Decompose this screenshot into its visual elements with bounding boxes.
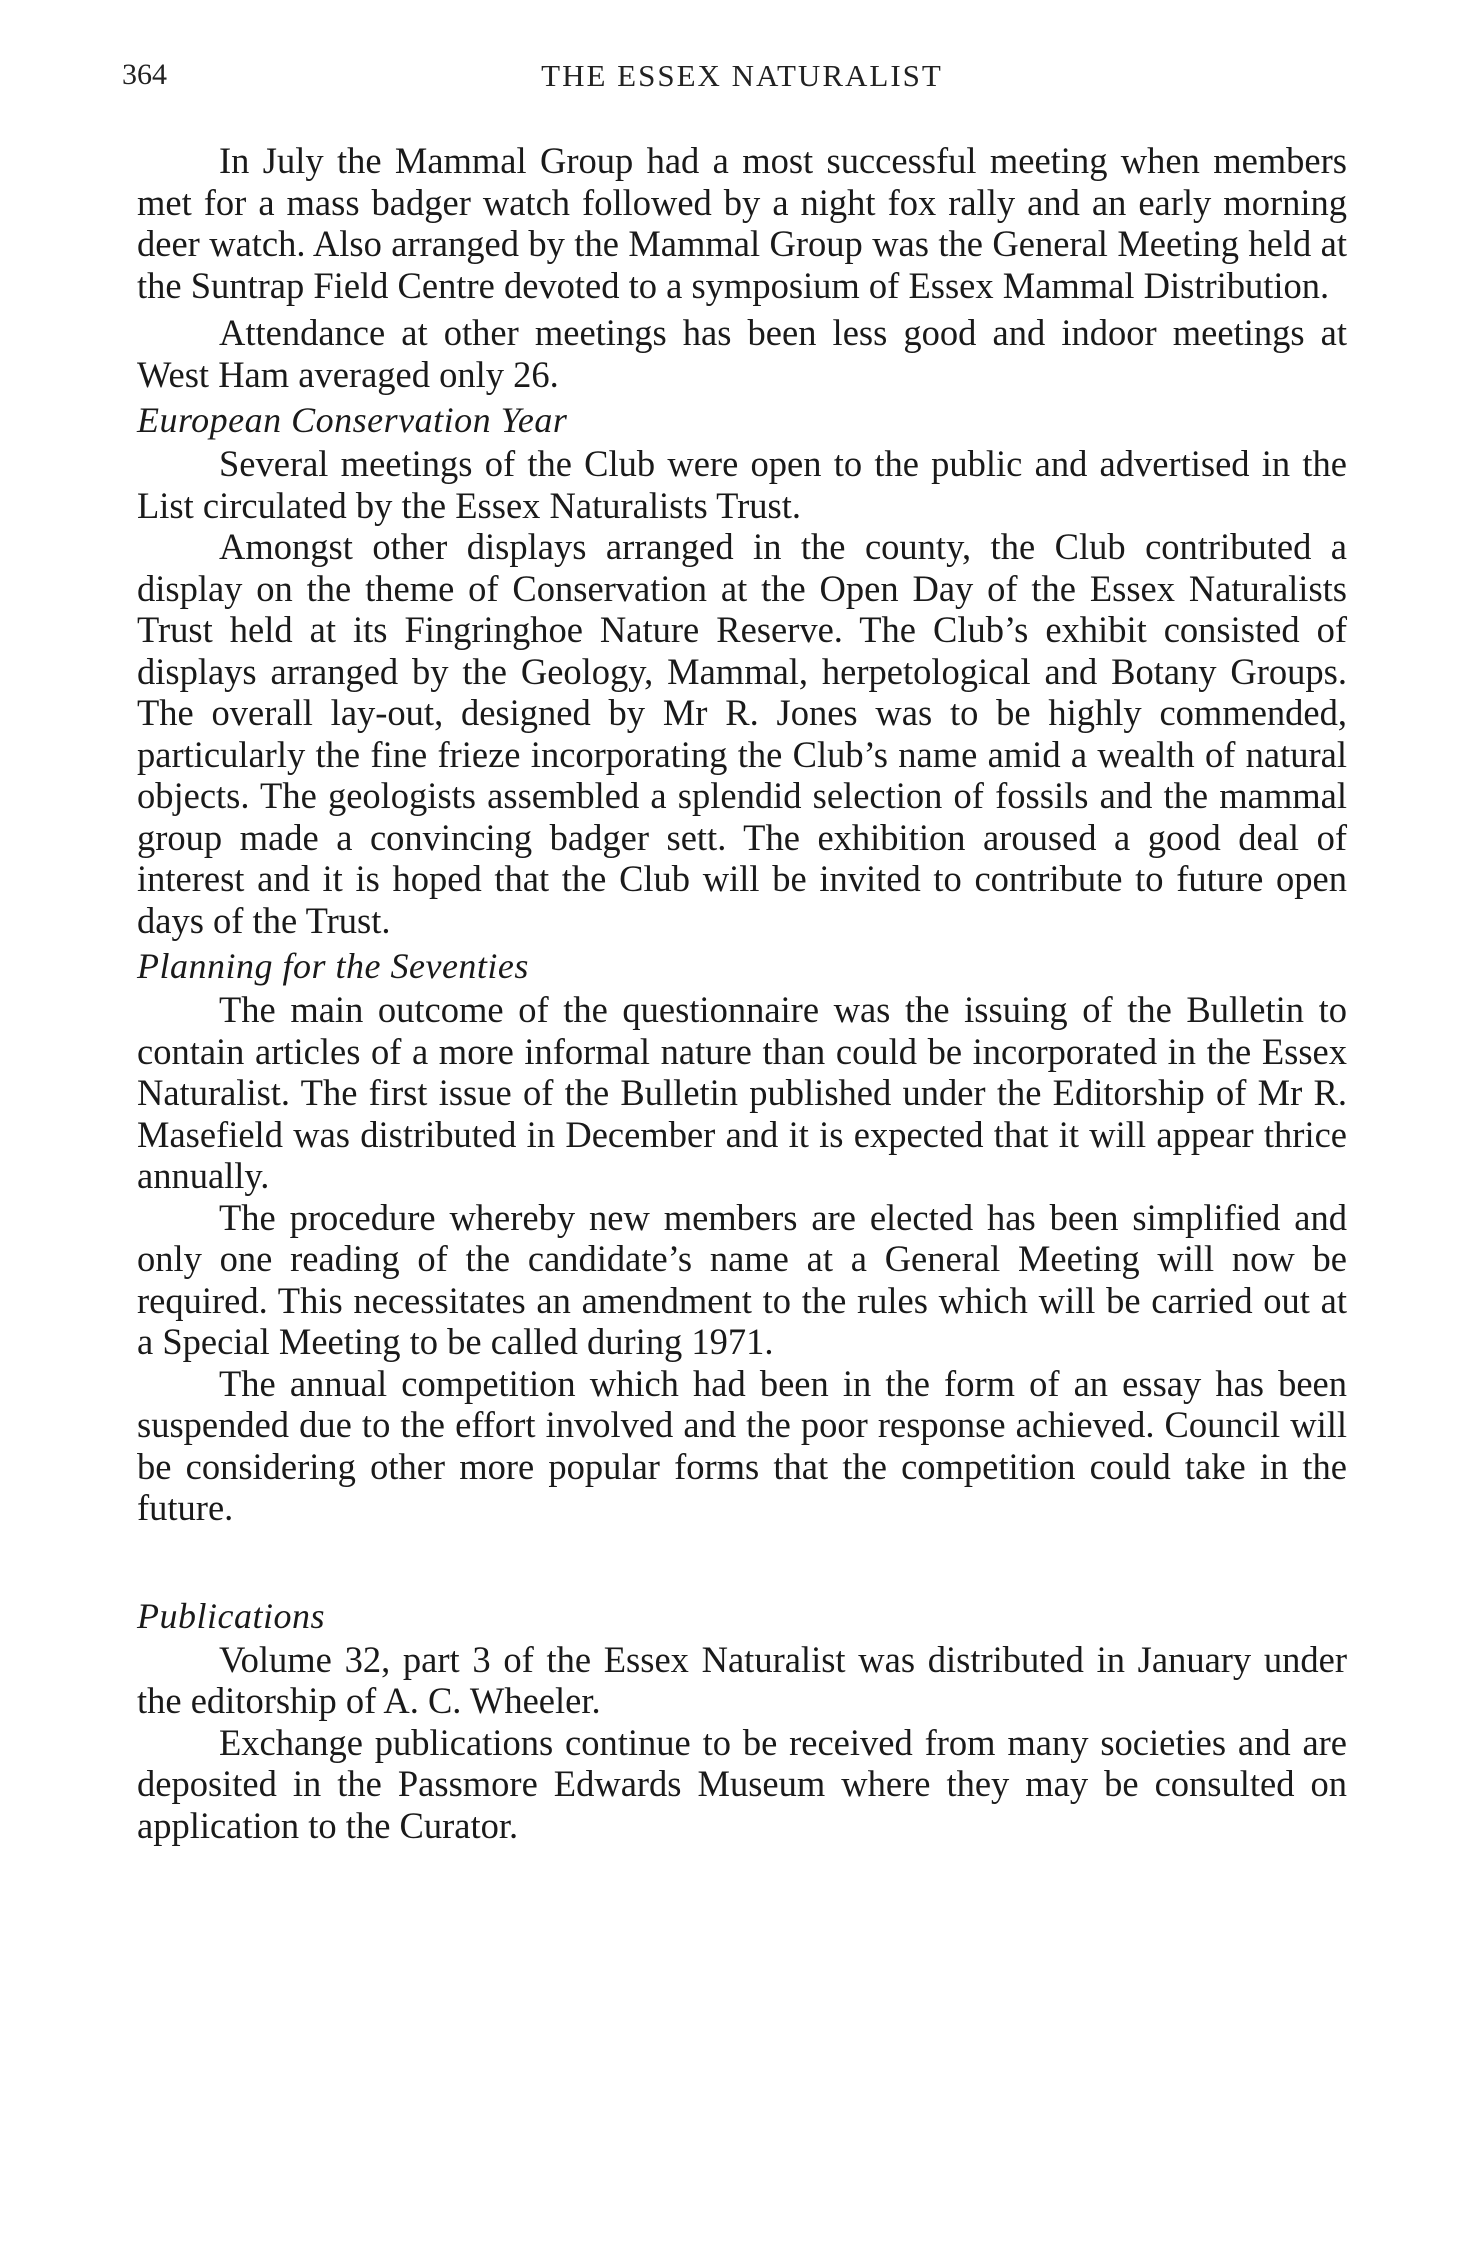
paragraph-conservation-meetings: Several meetings of the Club were open to the public and advertised in the List circulated by the Essex Naturalists Trust.: [137, 443, 1347, 526]
paragraph-bulletin: The main outcome of the questionnaire was the issuing of the Bulletin to contain articles of a more informal nature than could be incorporated in the Essex Naturalist. The first issue of the Bulletin published under the Editorship of Mr R. Masefield was distributed in December and it is expected that it will appear thrice annually.: [137, 989, 1347, 1196]
paragraph-volume-32: Volume 32, part 3 of the Essex Naturalist was distributed in January under the editorship of A. C. Wheeler.: [137, 1638, 1347, 1721]
heading-publications: Publications: [137, 1595, 325, 1636]
heading-european-conservation-year: European Conservation Year: [137, 400, 568, 440]
paragraph-mammal-group: In July the Mammal Group had a most successful meeting when members met for a mass badger watch followed by a night fox rally and an early morning deer watch. Also arranged by the Mammal Group was the General Meeting held at the Suntrap Field Centre devoted to a symposium of Essex Mammal Distribution.: [137, 140, 1347, 306]
paragraph-exchange-publications: Exchange publications continue to be received from many societies and are deposited in the Passmore Edwards Museum where they may be consulted on application to the Curator.: [137, 1721, 1347, 1846]
paragraph-membership-procedure: The procedure whereby new members are elected has been simplified and only one reading of the candidate’s name at a General Meeting will now be required. This necessitates an amendment to the rules which will be carried out at a Special Meeting to be called during 1971.: [137, 1196, 1347, 1362]
page-number: 364: [122, 58, 167, 91]
journal-title: THE ESSEX NATURALIST: [541, 58, 943, 93]
body-text: [137, 140, 1347, 1846]
running-header: [122, 50, 1347, 110]
heading-planning-for-the-seventies: Planning for the Seventies: [137, 946, 529, 986]
paragraph-conservation-display: Amongst other displays arranged in the county, the Club contributed a display on the theme of Conservation at the Open Day of the Essex Naturalists Trust held at its Fingringhoe Nature Reserve. The Club’s exhibit consisted of displays arranged by the Geology, Mammal, herpetological and Botany Groups. The overall lay-out, designed by Mr R. Jones was to be highly commended, particularly the fine frieze incorporating the Club’s name amid a wealth of natural objects. The geologists assembled a splendid selection of fossils and the mammal group made a convincing badger sett. The exhibition aroused a good deal of interest and it is hoped that the Club will be invited to contribute to future open days of the Trust.: [137, 526, 1347, 941]
document-page: [122, 50, 1347, 1846]
paragraph-attendance: Attendance at other meetings has been less good and indoor meetings at West Ham averaged only 26.: [137, 312, 1347, 395]
paragraph-annual-competition: The annual competition which had been in the form of an essay has been suspended due to the effort involved and the poor response achieved. Council will be considering other more popular forms that the competition could take in the future.: [137, 1362, 1347, 1528]
